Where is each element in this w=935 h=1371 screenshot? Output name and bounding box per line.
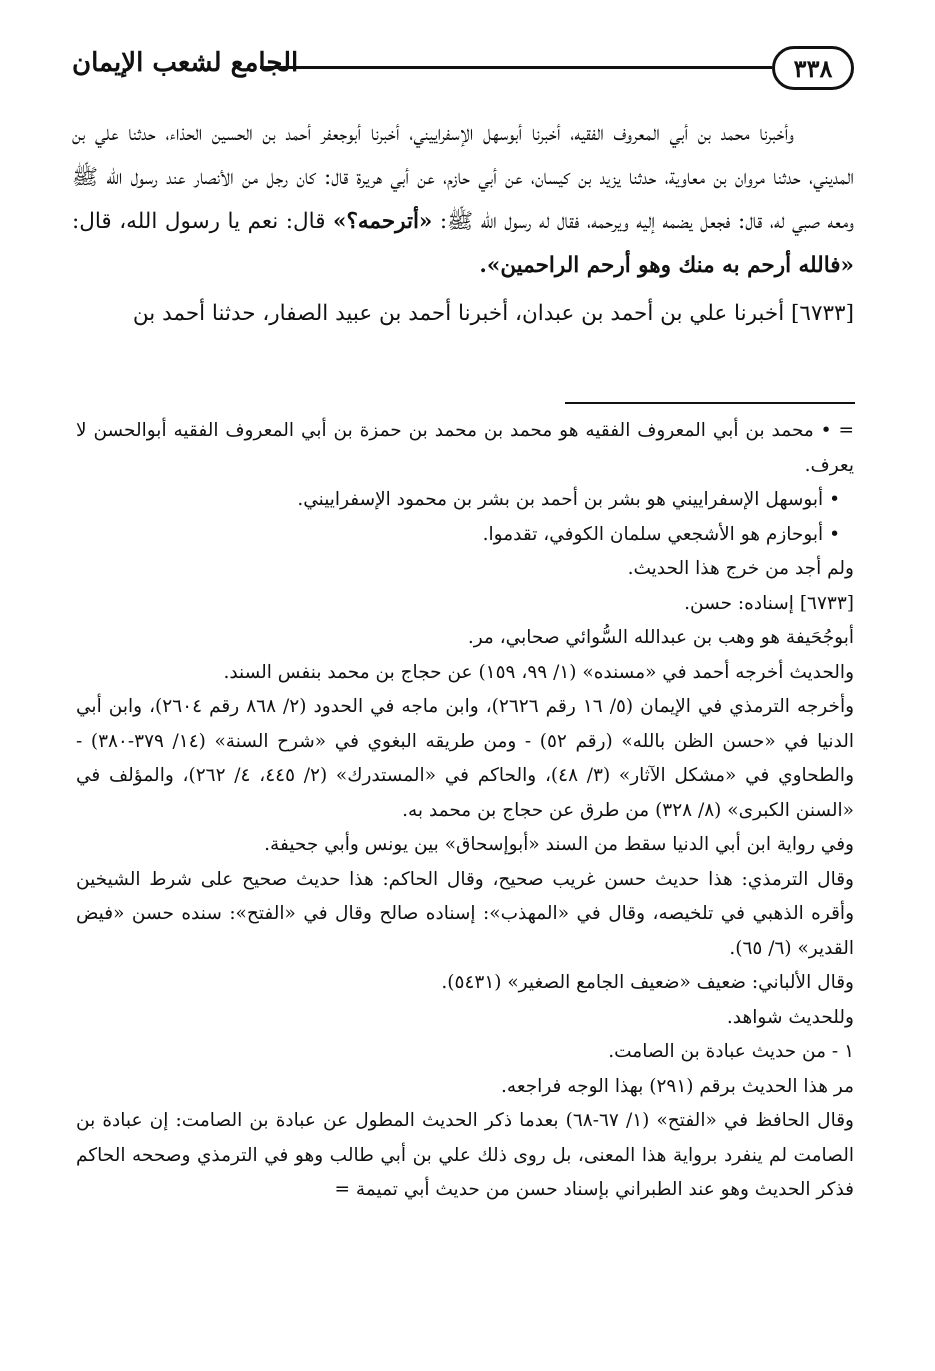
- footnote-line: • أبوحازم هو الأشجعي سلمان الكوفي، تقدموا.: [76, 518, 854, 553]
- hadith-text: وأخبرنا محمد بن أبي المعروف الفقيه، أخبرنا أبوسهل الإسفراييني، أخبرنا أبوجعفر أحمد بن الحسين الحذاء، حدثنا علي بن المديني، حدثنا مروان بن معاوية، حدثنا يزيد بن كيسان، عن أبي حازم، عن أبي هريرة قال: كان رجل من الأنصار عند رسول الله ﷺ ومعه صبي له، قال: فجعل يضمه إليه ويرحمه، فقال له رسول الله ﷺ:: [72, 121, 854, 234]
- footnote-line: [٦٧٣٣] إسناده: حسن.: [684, 592, 854, 614]
- next-hadith-paragraph: [٦٧٣٣] أخبرنا علي بن أحمد بن عبدان، أخبرنا أحمد بن عبيد الصفار، حدثنا أحمد بن: [132, 301, 854, 326]
- hadith-quote-1: «أترحمه؟»: [333, 209, 433, 234]
- footnote-line: والحديث أخرجه أحمد في «مسنده» (١/ ٩٩، ١٥٩) عن حجاج بن محمد بنفس السند.: [223, 661, 854, 683]
- hadith-text-mid: قال: نعم يا رسول الله، قال:: [72, 209, 326, 234]
- footnote-line: وقال الترمذي: هذا حديث حسن غريب صحيح، وقال الحاكم: هذا حديث صحيح على شرط الشيخين وأقره الذهبي في تلخيصه، وقال في «المهذب»: إسناده صالح وقال في «الفتح»: سنده حسن «فيض القدير» (٦/ ٦٥).: [76, 868, 854, 959]
- footnote-line: • أبوسهل الإسفراييني هو بشر بن أحمد بن بشر بن محمود الإسفراييني.: [76, 483, 854, 518]
- footnote-line: وقال الحافظ في «الفتح» (١/ ٦٧-٦٨) بعدما ذكر الحديث المطول عن عبادة بن الصامت: إن عبادة بن الصامت لم ينفرد برواية هذا المعنى، بل روى ذلك علي بن أبي طالب وهو في الترمذي وصححه الحاكم فذكر الحديث وهو عند الطبراني بإسناد حسن من حديث أبي تميمة =: [76, 1110, 854, 1200]
- hadith-paragraph: [72, 112, 854, 288]
- footnote-line: وقال الألباني: ضعيف «ضعيف الجامع الصغير» (٥٤٣١).: [441, 972, 854, 993]
- page-header: [72, 40, 854, 100]
- main-text: [72, 112, 854, 336]
- footnotes: [76, 414, 854, 1208]
- running-title: الجامع لشعب الإيمان: [72, 48, 299, 78]
- footnote-line: وأخرجه الترمذي في الإيمان (٥/ ١٦ رقم ٢٦٢٦)، وابن ماجه في الحدود (٢/ ٨٦٨ رقم ٢٦٠٤)، وابن أبي الدنيا في «حسن الظن بالله» (رقم ٥٢) - ومن طريقه البغوي في «شرح السنة» (١٤/ ٣٧٩-٣٨٠) - والطحاوي في «مشكل الآثار» (٣/ ٤٨)، والحاكم في «المستدرك» (٢/ ٤٤٥، ٤/ ٢٦٢)، والمؤلف في «السنن الكبرى» (٨/ ٣٢٨) من طرق عن حجاج بن محمد به.: [76, 696, 855, 821]
- footnote-line: ١ - من حديث عبادة بن الصامت.: [608, 1041, 854, 1062]
- hadith-quote-2: «فالله أرحم به منك وهو أرحم الراحمين».: [479, 253, 854, 278]
- footnote-line: وفي رواية ابن أبي الدنيا سقط من السند «أبوإسحاق» بين يونس وأبي جحيفة.: [264, 834, 854, 855]
- header-rule: [260, 66, 772, 69]
- footnote-line: = • محمد بن أبي المعروف الفقيه هو محمد بن محمد بن حمزة بن أبي المعروف الفقيه أبوالحسن لا يعرف.: [76, 414, 854, 483]
- footnote-line: مر هذا الحديث برقم (٢٩١) بهذا الوجه فراجعه.: [501, 1075, 854, 1097]
- footnote-separator: [565, 402, 855, 404]
- page-number: ٣٣٨: [772, 46, 854, 90]
- footnote-line: ولم أجد من خرج هذا الحديث.: [627, 558, 854, 579]
- footnote-line: وللحديث شواهد.: [726, 1006, 854, 1028]
- footnote-line: أبوجُحَيفة هو وهب بن عبدالله السُّوائي صحابي، مر.: [467, 627, 854, 648]
